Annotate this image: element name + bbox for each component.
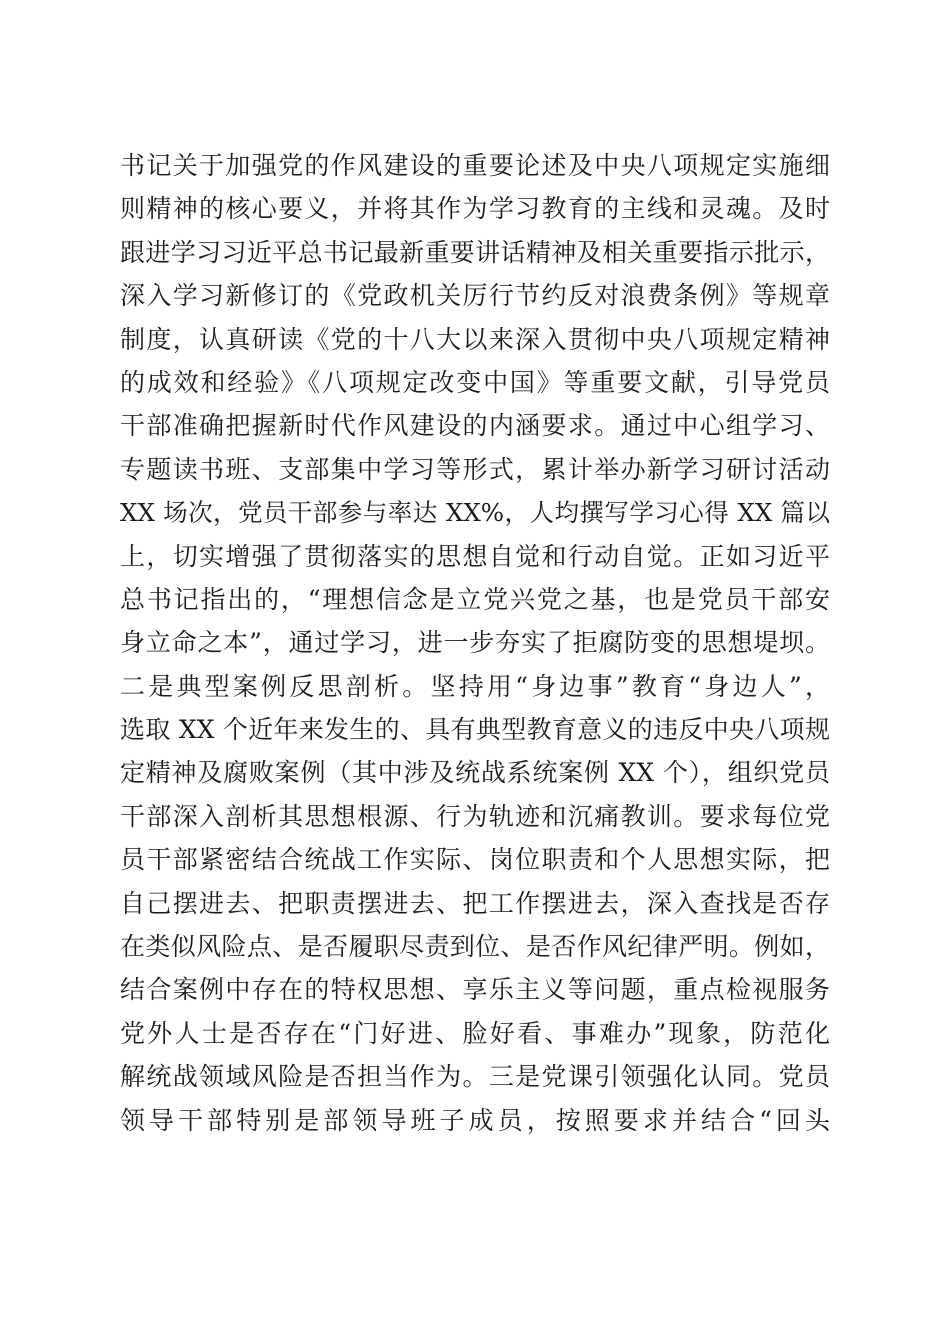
text-line-11: 总书记指出的，“理想信念是立党兴党之基，也是党员干部安 <box>120 584 830 614</box>
text-line-8: 专题读书班、支部集中学习等形式，累计举办新学习研讨活动 <box>120 454 830 484</box>
text-line-4: 深入学习新修订的《党政机关厉行节约反对浪费条例》等规章 <box>120 281 830 311</box>
text-line-2: 则精神的核心要义，并将其作为学习教育的主线和灵魂。及时 <box>120 194 830 224</box>
text-line-18: 自己摆进去、把职责摆进去、把工作摆进去，深入查找是否存 <box>120 888 830 918</box>
text-line-23: 领导干部特别是部领导班子成员，按照要求并结合“回头 <box>120 1105 830 1135</box>
text-line-9: XX 场次，党员干部参与率达 XX%，人均撰写学习心得 XX 篇以 <box>120 498 830 528</box>
text-line-1: 书记关于加强党的作风建设的重要论述及中央八项规定实施细 <box>120 151 830 180</box>
text-line-13: 二是典型案例反思剖析。坚持用“身边事”教育“身边人”， <box>120 671 830 701</box>
text-line-7: 干部准确把握新时代作风建设的内涵要求。通过中心组学习、 <box>120 411 830 441</box>
text-line-20: 结合案例中存在的特权思想、享乐主义等问题，重点检视服务 <box>120 975 830 1005</box>
text-line-5: 制度，认真研读《党的十八大以来深入贯彻中央八项规定精神 <box>120 324 830 354</box>
text-line-15: 定精神及腐败案例（其中涉及统战系统案例 XX 个），组织党员 <box>120 758 830 788</box>
text-line-14: 选取 XX 个近年来发生的、具有典型教育意义的违反中央八项规 <box>120 715 830 745</box>
text-line-6: 的成效和经验》《八项规定改变中国》等重要文献，引导党员 <box>120 367 830 397</box>
text-line-3: 跟进学习习近平总书记最新重要讲话精神及相关重要指示批示， <box>120 237 830 267</box>
body-text <box>120 144 830 1142</box>
text-line-12: 身立命之本”，通过学习，进一步夯实了拒腐防变的思想堤坝。 <box>120 628 830 658</box>
text-line-19: 在类似风险点、是否履职尽责到位、是否作风纪律严明。例如， <box>120 932 830 962</box>
text-line-22: 解统战领域风险是否担当作为。三是党课引领强化认同。党员 <box>120 1062 830 1092</box>
text-line-10: 上，切实增强了贯彻落实的思想自觉和行动自觉。正如习近平 <box>120 541 830 571</box>
text-line-16: 干部深入剖析其思想根源、行为轨迹和沉痛教训。要求每位党 <box>120 801 830 831</box>
text-line-17: 员干部紧密结合统战工作实际、岗位职责和个人思想实际，把 <box>120 845 830 875</box>
text-line-21: 党外人士是否存在“门好进、脸好看、事难办”现象，防范化 <box>120 1018 830 1048</box>
